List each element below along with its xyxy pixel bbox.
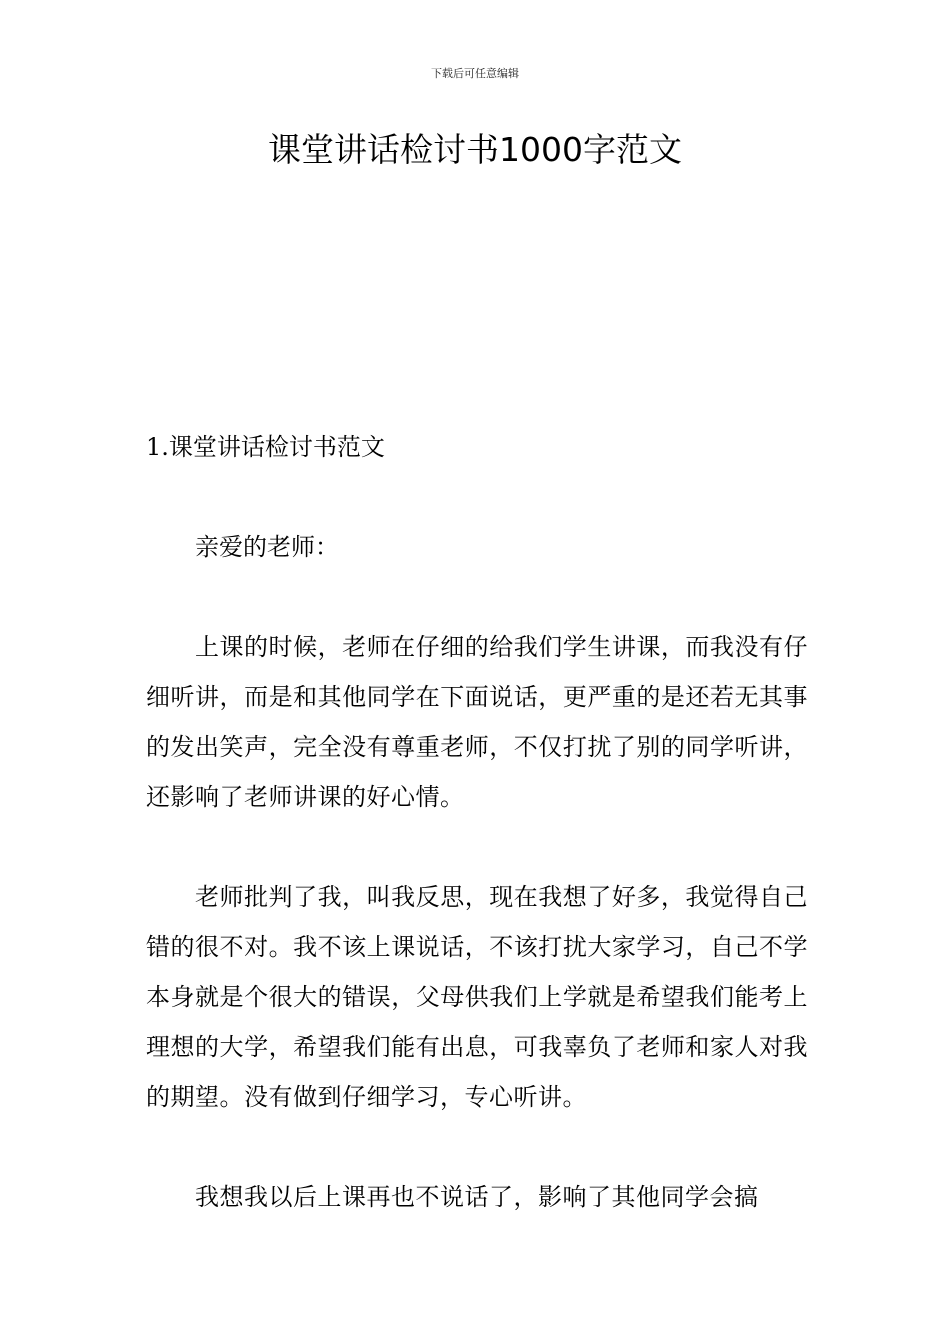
header-note: 下载后可任意编辑 [431,67,519,80]
paragraph: 老师批判了我，叫我反思，现在我想了好多，我觉得自己错的很不对。我不该上课说话，不该打扰大家学习，自己不学本身就是个很大的错误，父母供我们上学就是希望我们能考上理想的大学，希望我们能有出息，可我辜负了老师和家人对我的期望。没有做到仔细学习，专心听讲。 [146,883,808,1111]
section-heading: 1.课堂讲话检讨书范文 [146,433,385,461]
paragraph: 上课的时候，老师在仔细的给我们学生讲课，而我没有仔细听讲，而是和其他同学在下面说话，更严重的是还若无其事的发出笑声，完全没有尊重老师，不仅打扰了别的同学听讲，还影响了老师讲课的好心情。 [146,633,808,811]
salutation: 亲爱的老师： [195,533,339,561]
document-body [146,422,808,1272]
paragraph: 我想我以后上课再也不说话了，影响了其他同学会搞 [195,1183,759,1211]
document-title: 课堂讲话检讨书1000字范文 [268,130,682,169]
